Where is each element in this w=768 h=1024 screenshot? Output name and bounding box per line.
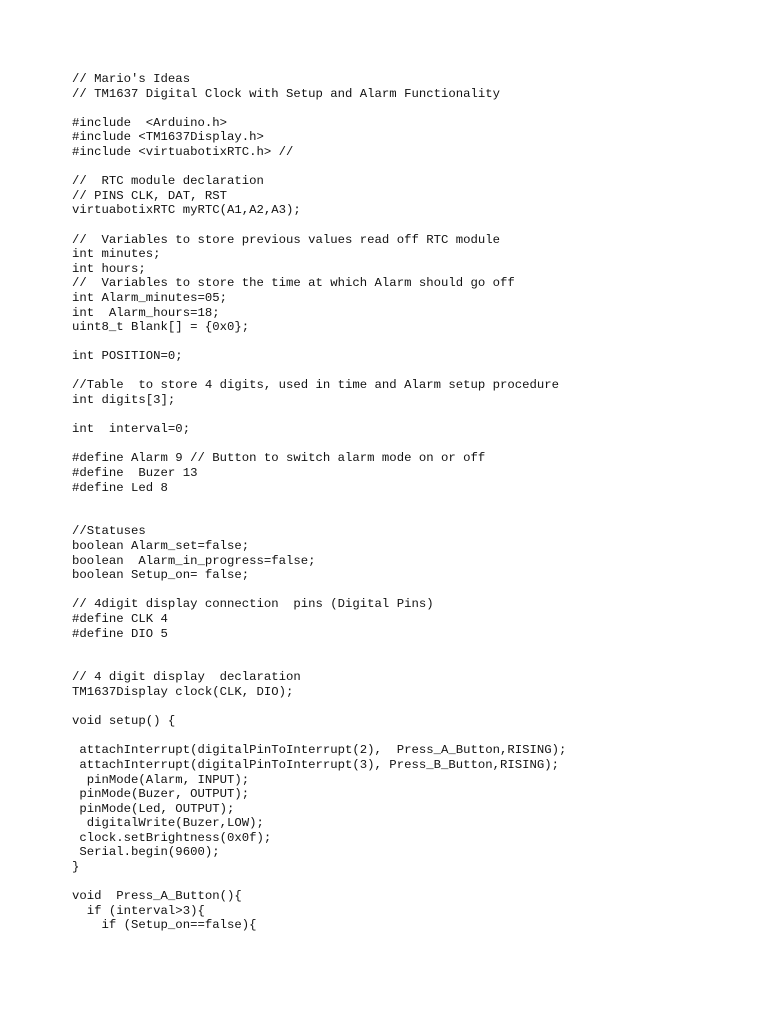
- code-line: #define Led 8: [72, 480, 168, 495]
- code-line: //Statuses: [72, 524, 146, 539]
- code-line: // 4digit display connection pins (Digital Pins): [72, 597, 434, 612]
- blank-line: [72, 583, 566, 598]
- code-line: #define Alarm 9 // Button to switch alarm mode on or off: [72, 451, 486, 466]
- code-line: #define CLK 4: [72, 611, 168, 626]
- code-line: pinMode(Led, OUTPUT);: [72, 801, 235, 816]
- code-line: //Table to store 4 digits, used in time and Alarm setup procedure: [72, 378, 560, 393]
- code-line: int Alarm_hours=18;: [72, 305, 220, 320]
- code-line: void setup() {: [72, 714, 176, 729]
- code-line: #include <virtuabotixRTC.h> //: [72, 144, 294, 159]
- code-line: void Press_A_Button(){: [72, 889, 242, 904]
- code-line: #define DIO 5: [72, 626, 168, 641]
- code-line: int digits[3];: [72, 393, 176, 408]
- blank-line: [72, 408, 566, 423]
- code-line: boolean Alarm_set=false;: [72, 539, 250, 553]
- code-line: // TM1637 Digital Clock with Setup and Alarm Functionality: [72, 86, 501, 101]
- code-line: if (Setup_on==false){: [72, 918, 257, 933]
- code-line: int interval=0;: [72, 422, 191, 437]
- code-line: // Mario's Ideas: [72, 72, 191, 86]
- code-line: int minutes;: [72, 247, 161, 262]
- blank-line: [72, 656, 566, 671]
- code-line: // PINS CLK, DAT, RST: [72, 188, 227, 203]
- blank-line: [72, 335, 566, 350]
- code-line: // 4 digit display declaration: [72, 670, 301, 685]
- code-line: virtuabotixRTC myRTC(A1,A2,A3);: [72, 203, 301, 218]
- blank-line: [72, 875, 566, 890]
- code-line: #include <TM1637Display.h>: [72, 130, 264, 145]
- code-line: clock.setBrightness(0x0f);: [72, 830, 272, 845]
- blank-line: [72, 364, 566, 379]
- blank-line: [72, 729, 566, 744]
- blank-line: [72, 495, 566, 510]
- code-line: pinMode(Alarm, INPUT);: [72, 772, 250, 787]
- blank-line: [72, 101, 566, 116]
- blank-line: [72, 510, 566, 525]
- code-line: TM1637Display clock(CLK, DIO);: [72, 684, 294, 699]
- code-line: digitalWrite(Buzer,LOW);: [72, 816, 264, 831]
- blank-line: [72, 437, 566, 452]
- code-line: attachInterrupt(digitalPinToInterrupt(2), Press_A_Button,RISING);: [72, 743, 567, 758]
- code-line: // Variables to store previous values read off RTC module: [72, 232, 501, 247]
- code-listing: [72, 72, 566, 933]
- code-line: attachInterrupt(digitalPinToInterrupt(3), Press_B_Button,RISING);: [72, 757, 560, 772]
- blank-line: [72, 160, 566, 175]
- code-line: boolean Setup_on= false;: [72, 568, 250, 583]
- code-line: #define Buzer 13: [72, 466, 198, 481]
- code-line: // RTC module declaration: [72, 174, 264, 189]
- code-line: Serial.begin(9600);: [72, 845, 220, 860]
- code-line: boolean Alarm_in_progress=false;: [72, 553, 316, 568]
- code-line: pinMode(Buzer, OUTPUT);: [72, 787, 250, 802]
- blank-line: [72, 641, 566, 656]
- code-line: int hours;: [72, 261, 146, 276]
- code-line: uint8_t Blank[] = {0x0};: [72, 320, 250, 335]
- blank-line: [72, 700, 566, 715]
- code-line: }: [72, 860, 80, 875]
- code-line: if (interval>3){: [72, 903, 205, 918]
- code-line: int POSITION=0;: [72, 349, 183, 364]
- code-line: int Alarm_minutes=05;: [72, 290, 227, 305]
- blank-line: [72, 218, 566, 233]
- code-line: #include <Arduino.h>: [72, 115, 227, 130]
- code-line: // Variables to store the time at which Alarm should go off: [72, 276, 515, 291]
